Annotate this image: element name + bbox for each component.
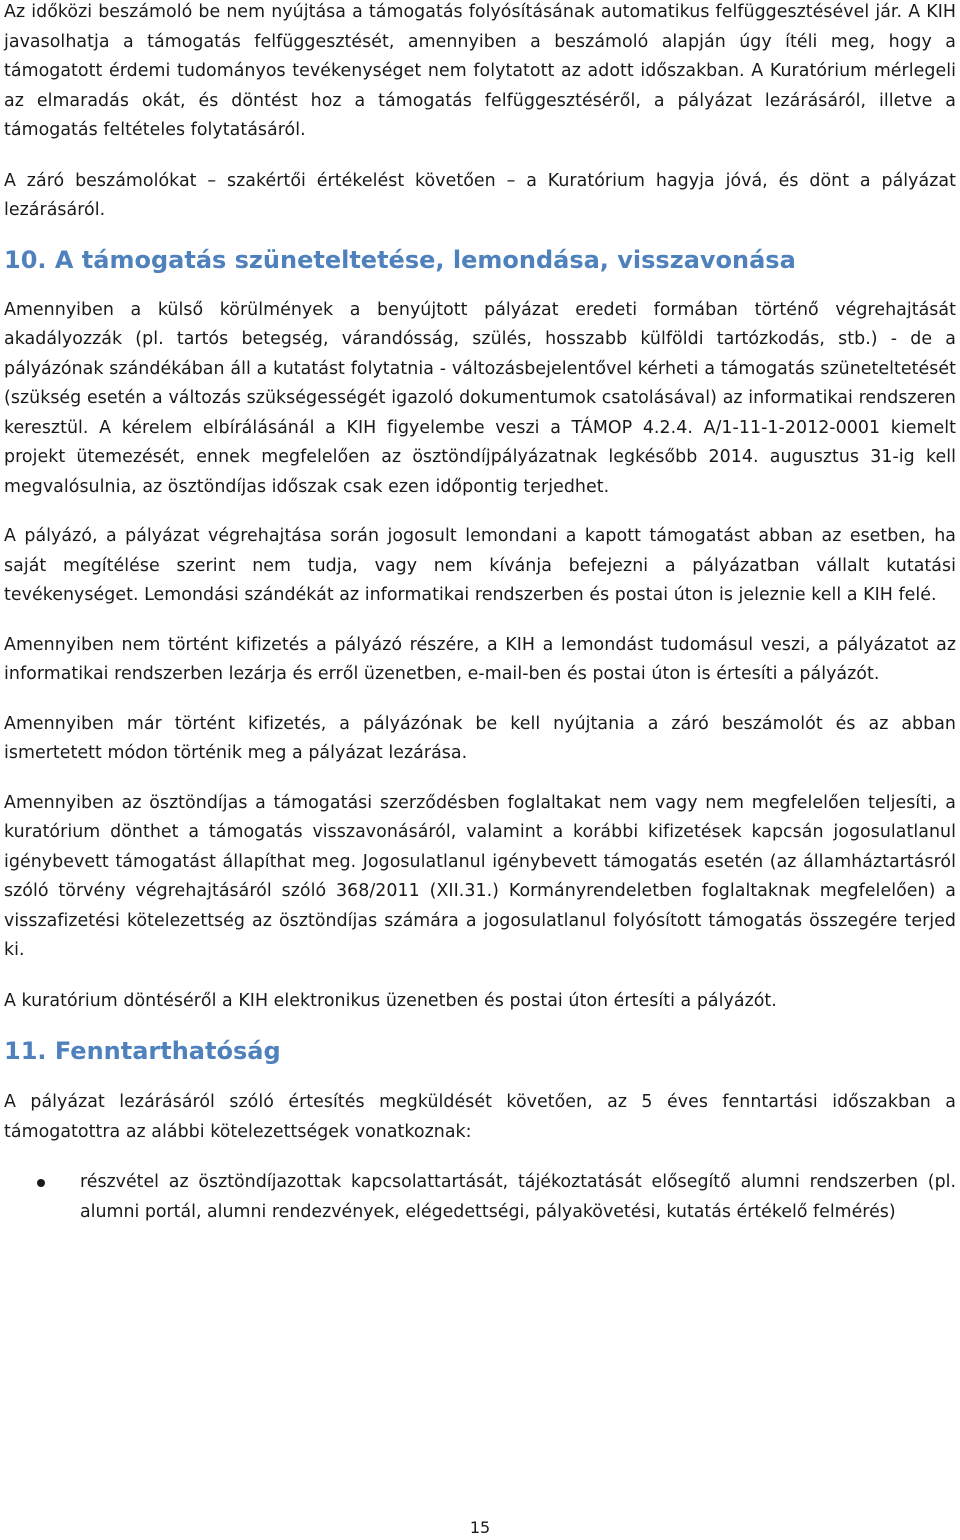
- bullet-icon: [37, 1179, 45, 1187]
- paragraph: A pályázó, a pályázat végrehajtása során jogosult lemondani a kapott támogatást abban az esetben, ha saját megítélése szerint nem tudja, vagy nem kívánja befejezni a pályázatban vállalt kutatási tevékenységet. Lemondási szándékát az informatikai rendszerben és postai úton is jeleznie kell a KIH felé.: [4, 526, 956, 605]
- paragraph: Amennyiben az ösztöndíjas a támogatási szerződésben foglaltakat nem vagy nem megfelelően teljesíti, a kuratórium dönthet a támogatás visszavonásáról, valamint a korábbi kifizetések kapcsán jogosulatlanul igénybevett támogatást állapíthat meg. Jogosulatlanul igénybevett támogatás esetén (az államháztartásról szóló törvény végrehajtásáról szóló 368/2011 (XII.31.) Kormányrendeletben foglaltaknak megfelelően) a visszafizetési kötelezettség az ösztöndíjas számára a jogosulatlanul folyósított támogatás összegére terjed ki.: [4, 792, 956, 960]
- paragraph: A pályázat lezárásáról szóló értesítés megküldését követően, az 5 éves fenntartási időszakban a támogatottra az alábbi kötelezettségek vonatkoznak:: [4, 1092, 956, 1142]
- document-page: [4, 0, 956, 1227]
- paragraph: Amennyiben a külső körülmények a benyújtott pályázat eredeti formában történő végrehajtását akadályozzák (pl. tartós betegség, várandósság, szülés, hosszabb külföldi tartózkodás, stb.) - de a pályázónak szándékában áll a kutatást folytatnia - változásbejelentővel kérheti a támogatás szüneteltetését (szükség esetén a változás szükségességét igazoló dokumentumok csatolásával) az informatikai rendszeren keresztül. A kérelem elbírálásánál a KIH figyelembe veszi a TÁMOP 4.2.4. A/1-11-1-2012-0001 kiemelt projekt ütemezését, ennek megfelelően az ösztöndíjpályázatnak legkésőbb 2014. augusztus 31-ig kell megvalósulnia, az ösztöndíjas időszak csak ezen időpontig terjedhet.: [4, 299, 956, 497]
- list-item: [4, 1168, 956, 1227]
- page-number: 15: [469, 1518, 491, 1537]
- paragraph: Amennyiben már történt kifizetés, a pályázónak be kell nyújtania a záró beszámolót és az abban ismertetett módon történik meg a pályázat lezárása.: [4, 713, 956, 763]
- list-item-text: részvétel az ösztöndíjazottak kapcsolattartását, tájékoztatását elősegítő alumni rendszerben (pl. alumni portál, alumni rendezvények, elégedettségi, pályakövetési, kutatás értékelő felmérés): [80, 1172, 956, 1222]
- paragraph: A kuratórium döntéséről a KIH elektronikus üzenetben és postai úton értesíti a pályázót.: [4, 990, 777, 1011]
- section-heading-11: 11. Fenntarthatóság: [4, 1037, 281, 1065]
- paragraph: A záró beszámolókat – szakértői értékelést követően – a Kuratórium hagyja jóvá, és dönt a pályázat lezárásáról.: [4, 170, 956, 220]
- paragraph: Amennyiben nem történt kifizetés a pályázó részére, a KIH a lemondást tudomásul veszi, a pályázatot az informatikai rendszerben lezárja és erről üzenetben, e-mail-ben és postai úton is értesíti a pályázót.: [4, 634, 956, 684]
- section-heading-10: 10. A támogatás szüneteltetése, lemondása, visszavonása: [4, 245, 796, 274]
- obligations-list: [4, 1168, 956, 1227]
- paragraph: Az időközi beszámoló be nem nyújtása a támogatás folyósításának automatikus felfüggesztésével jár. A KIH javasolhatja a támogatás felfüggesztését, amennyiben a beszámoló alapján úgy ítéli meg, hogy a támogatott érdemi tudományos tevékenységet nem folytatott az adott időszakban. A Kuratórium mérlegeli az elmaradás okát, és döntést hoz a támogatás felfüggesztéséről, a pályázat lezárásáról, illetve a támogatás feltételes folytatásáról.: [4, 2, 956, 140]
